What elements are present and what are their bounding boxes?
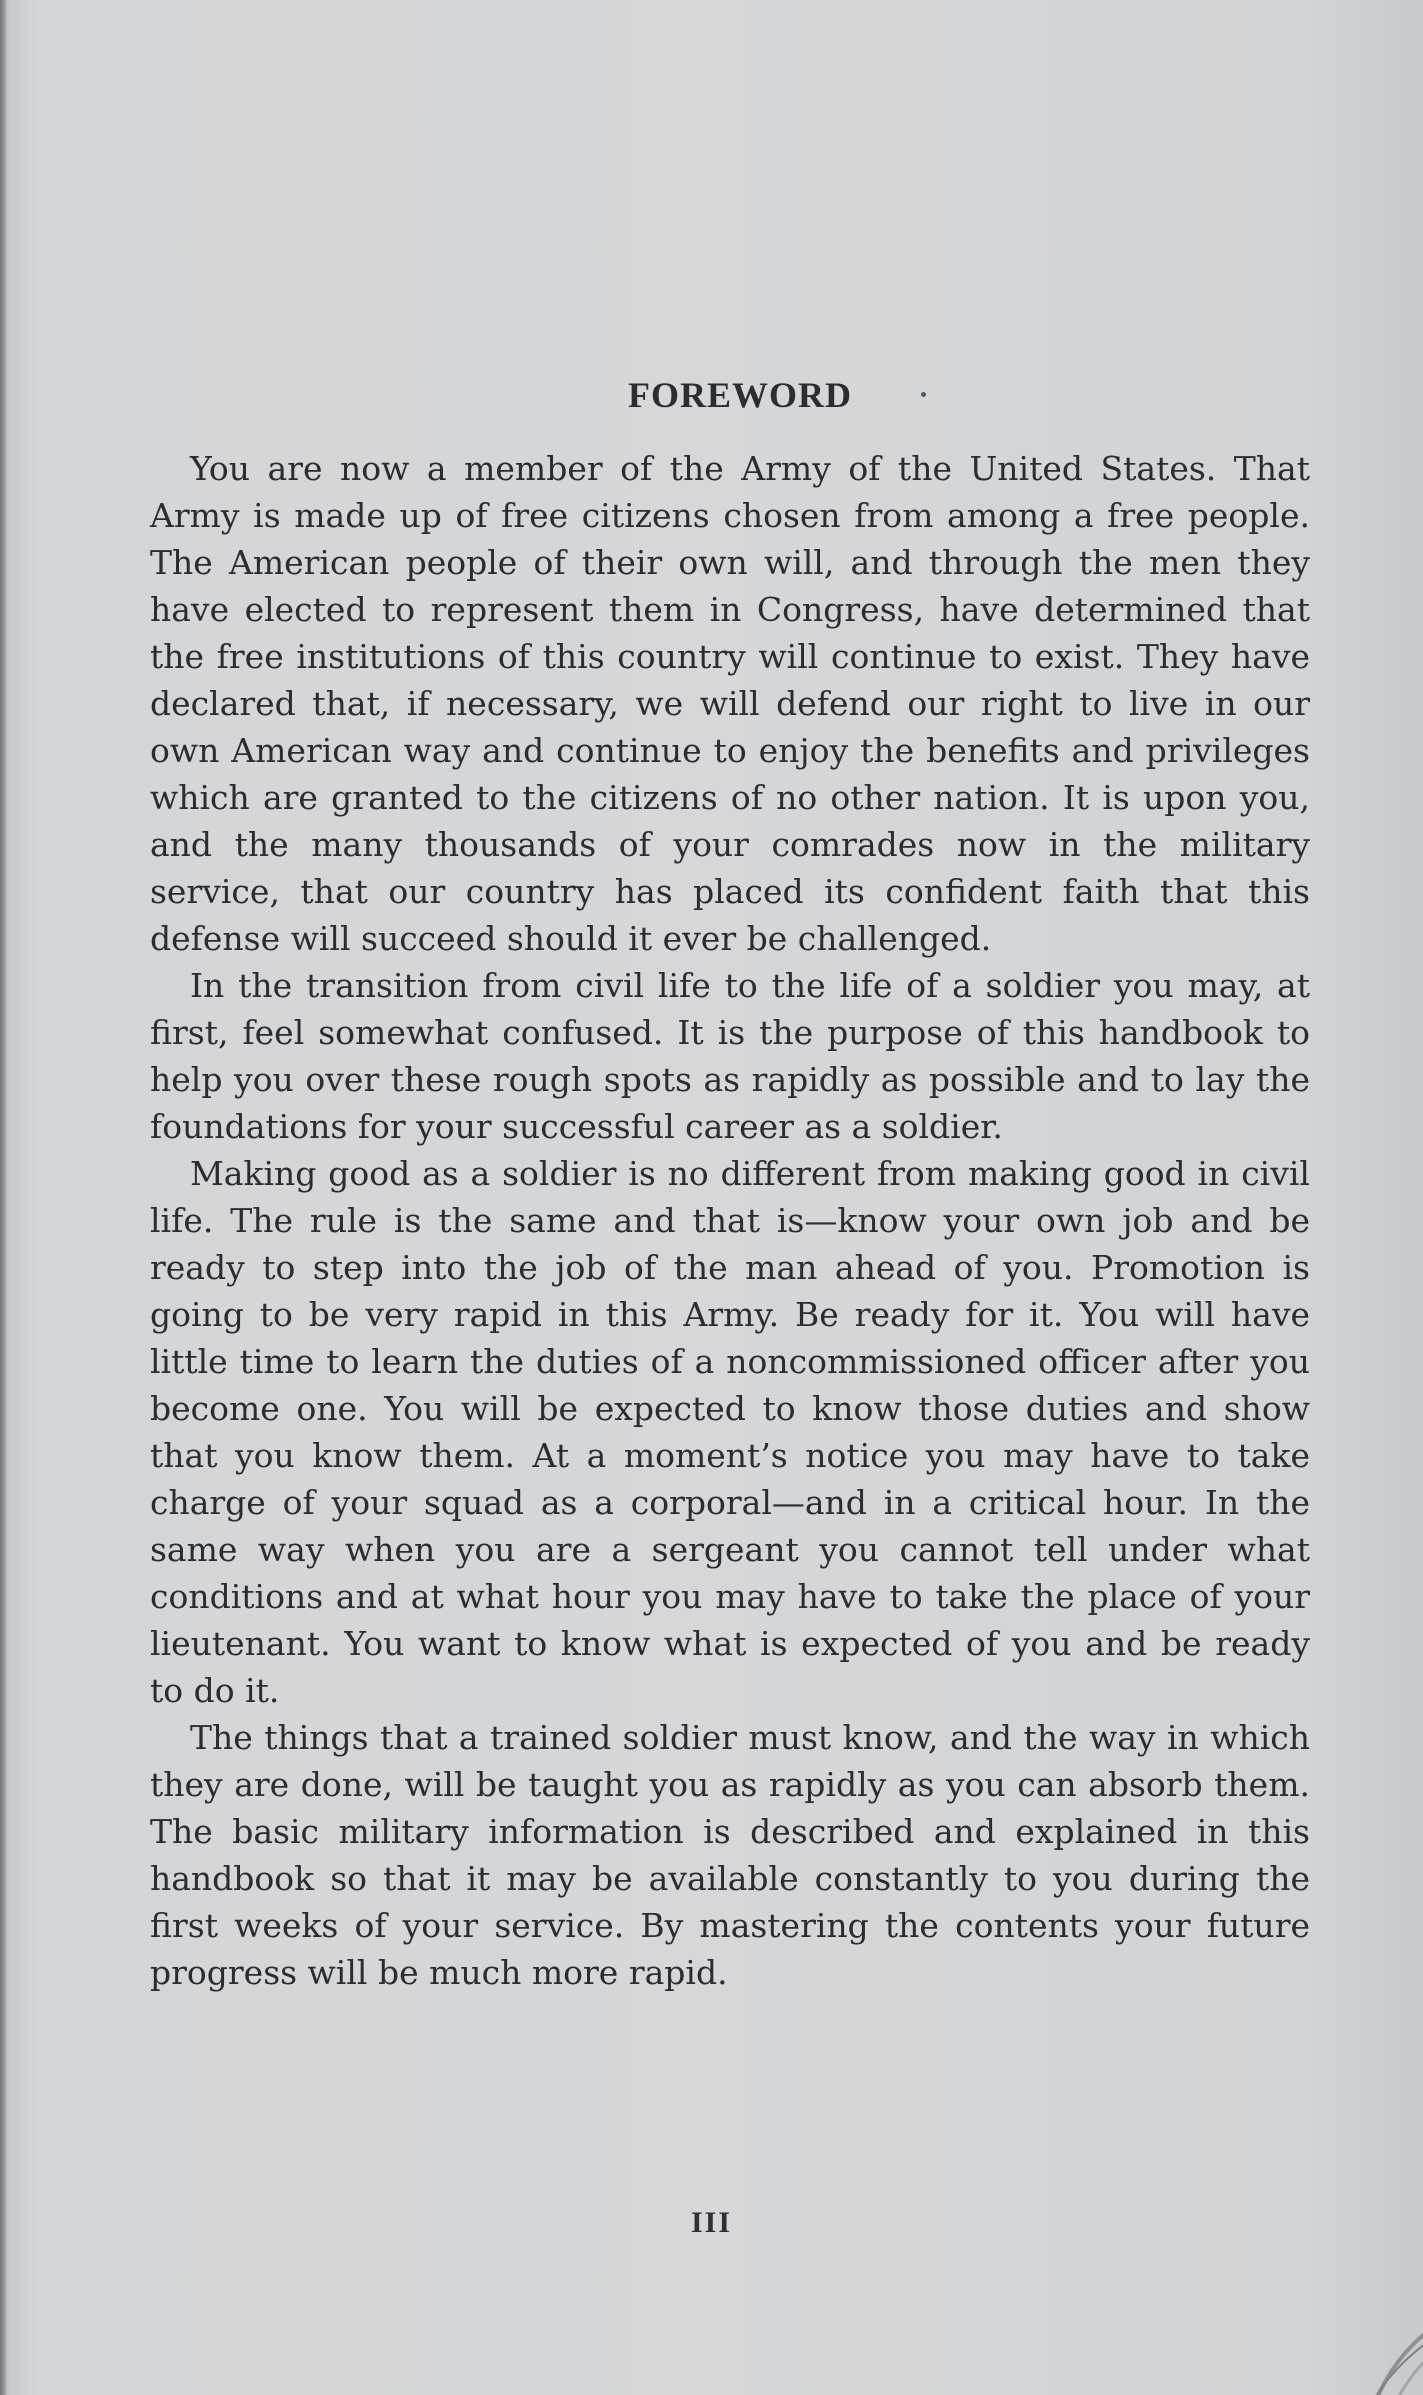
paper-clip-mark	[1320, 2250, 1423, 2395]
foreword-body	[150, 372, 1310, 1996]
paragraph-1: You are now a member of the Army of the United States. That Army is made up of free citizens chosen from among a free people. The American people of their own will, and through the men they have elected to represent them in Congress, have determined that the free institutions of this country will continue to exist. They have declared that, if necessary, we will defend our right to live in our own American way and continue to enjoy the benefits and privileges which are granted to the citizens of no other nation. It is upon you, and the many thousands of your comrades now in the military service, that our country has placed its confident faith that this defense will succeed should it ever be challenged.	[150, 449, 1310, 958]
page-number: III	[690, 2206, 733, 2239]
paragraph-3: Making good as a soldier is no different from making good in civil life. The rule is the same and that is—know your own job and be ready to step into the job of the man ahead of you. Promotion is going to be very rapid in this Army. Be ready for it. You will have little time to learn the duties of a noncommissioned officer after you become one. You will be expected to know those duties and show that you know them. At a moment’s notice you may have to take charge of your squad as a corporal—and in a critical hour. In the same way when you are a sergeant you cannot tell under what conditions and at what hour you may have to take the place of your lieutenant. You want to know what is expected of you and be ready to do it.	[150, 1154, 1310, 1710]
paragraph-2: In the transition from civil life to the life of a soldier you may, at first, feel somewhat confused. It is the purpose of this handbook to help you over these rough spots as rapidly as possible and to lay the foundations for your successful career as a soldier.	[150, 966, 1310, 1146]
page-spine-edge	[0, 0, 6, 2395]
section-heading: FOREWORD	[628, 375, 852, 415]
paragraph-4: The things that a trained soldier must know, and the way in which they are done, will be taught you as rapidly as you can absorb them. The basic military information is described and explained in this handbook so that it may be available constantly to you during the first weeks of your service. By mastering the contents your future progress will be much more rapid.	[150, 1718, 1310, 1992]
